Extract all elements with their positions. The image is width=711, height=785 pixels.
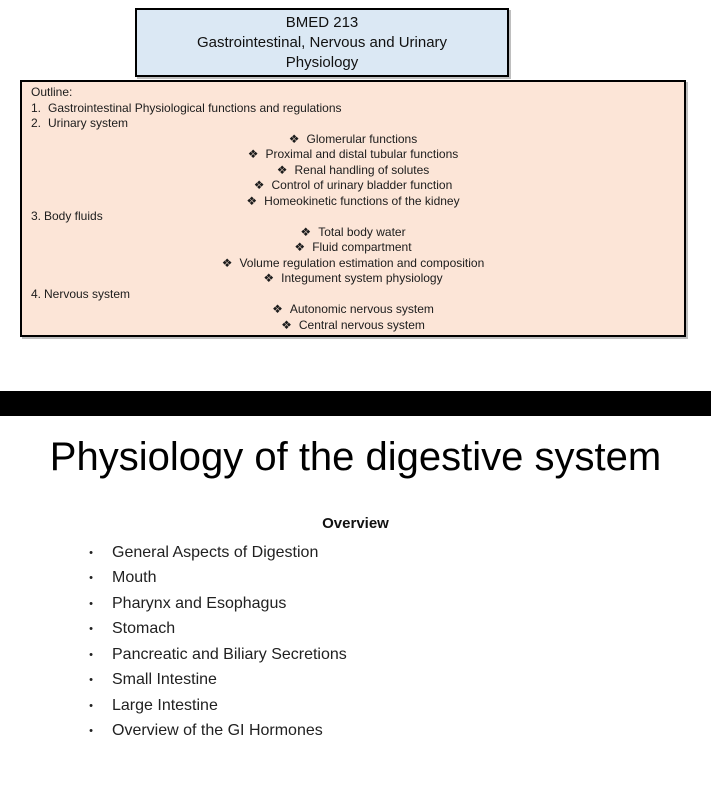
diamond-bullet-icon: ❖ [253,178,265,192]
diamond-bullet-icon: ❖ [272,302,283,316]
list-item [86,540,347,566]
list-item-label: Pharynx and Esophagus [112,594,287,612]
outline-item-label: Nervous system [44,286,131,301]
bullet-icon: • [89,648,93,661]
diamond-bullet-icon: ❖ [221,255,233,270]
list-item [86,566,347,592]
outline-item [31,287,675,303]
list-item [86,591,347,617]
slide-divider-bar [0,391,711,416]
diamond-bullet-icon: ❖ [247,147,259,161]
bullet-icon: • [89,674,93,687]
outline-item-label: Gastrointestinal Physiological functions and regulations [48,100,342,115]
bullet-icon: • [89,572,93,585]
list-item-label: Large Intestine [112,696,218,714]
outline-subitem [31,225,675,241]
diamond-bullet-icon: ❖ [263,271,275,285]
list-item [86,719,347,745]
list-item-label: Small Intestine [112,671,217,689]
outline-subitem [31,302,675,318]
outline-subitem [31,318,675,334]
list-item-label: Mouth [112,569,157,587]
course-title-box [135,8,509,77]
list-item [86,617,347,643]
list-item-label: Pancreatic and Biliary Secretions [112,645,347,663]
list-item-label: General Aspects of Digestion [112,543,319,561]
outline-item-label: Urinary system [48,116,129,130]
course-title-line: Physiology [285,53,359,71]
outline-box [20,80,686,337]
outline-item-label: Body fluids [44,209,103,223]
outline-item [31,101,675,117]
outline-subitem-label: Autonomic nervous system [289,302,434,316]
course-title-line: Gastrointestinal, Nervous and Urinary [196,33,448,51]
outline-subitem-label: Control of urinary bladder function [271,178,453,192]
outline-item [31,116,675,132]
course-code: BMED 213 [285,13,359,31]
outline-subitem [31,271,675,287]
outline-heading: Outline: [31,85,73,99]
diamond-bullet-icon: ❖ [294,240,306,254]
outline-subitem [31,240,675,256]
bullet-icon: • [89,699,93,712]
outline-subitem-label: Renal handling of solutes [294,162,430,177]
outline-item [31,209,675,225]
outline-subitem-label: Glomerular functions [306,131,418,146]
diamond-bullet-icon: ❖ [276,162,288,177]
outline-item-number: 1. [31,100,42,115]
overview-heading: Overview [322,515,389,532]
outline-item-number: 2. [31,116,42,130]
bullet-icon: • [89,725,93,738]
bullet-icon: • [89,597,93,610]
outline-subitem [31,256,675,272]
outline-subitem-label: Proximal and distal tubular functions [265,147,459,161]
outline-subitem-label: Fluid compartment [312,240,412,254]
bullet-icon: • [89,623,93,636]
outline-subitem-label: Volume regulation estimation and composition [239,255,485,270]
list-item [86,668,347,694]
diamond-bullet-icon: ❖ [288,131,300,146]
list-item [86,693,347,719]
outline-subitem-label: Homeokinetic functions of the kidney [264,193,460,208]
list-item-label: Overview of the GI Hormones [112,722,323,740]
outline-item-number: 4. [31,286,42,301]
outline-subitem [31,194,675,210]
list-item [86,642,347,668]
slide-title: Physiology of the digestive system [49,435,662,479]
outline-subitem-label: Central nervous system [298,317,425,332]
outline-subitem [31,147,675,163]
outline-subitem [31,178,675,194]
list-item-label: Stomach [112,620,176,638]
diamond-bullet-icon: ❖ [281,317,292,332]
bullet-icon: • [89,546,93,559]
outline-item-number: 3. [31,209,42,223]
diamond-bullet-icon: ❖ [246,193,258,208]
outline-subitem [31,163,675,179]
diamond-bullet-icon: ❖ [300,224,312,239]
outline-subitem-label: Total body water [318,224,406,239]
outline-subitem [31,132,675,148]
overview-list [86,540,347,744]
outline-subitem-label: Integument system physiology [281,271,443,285]
